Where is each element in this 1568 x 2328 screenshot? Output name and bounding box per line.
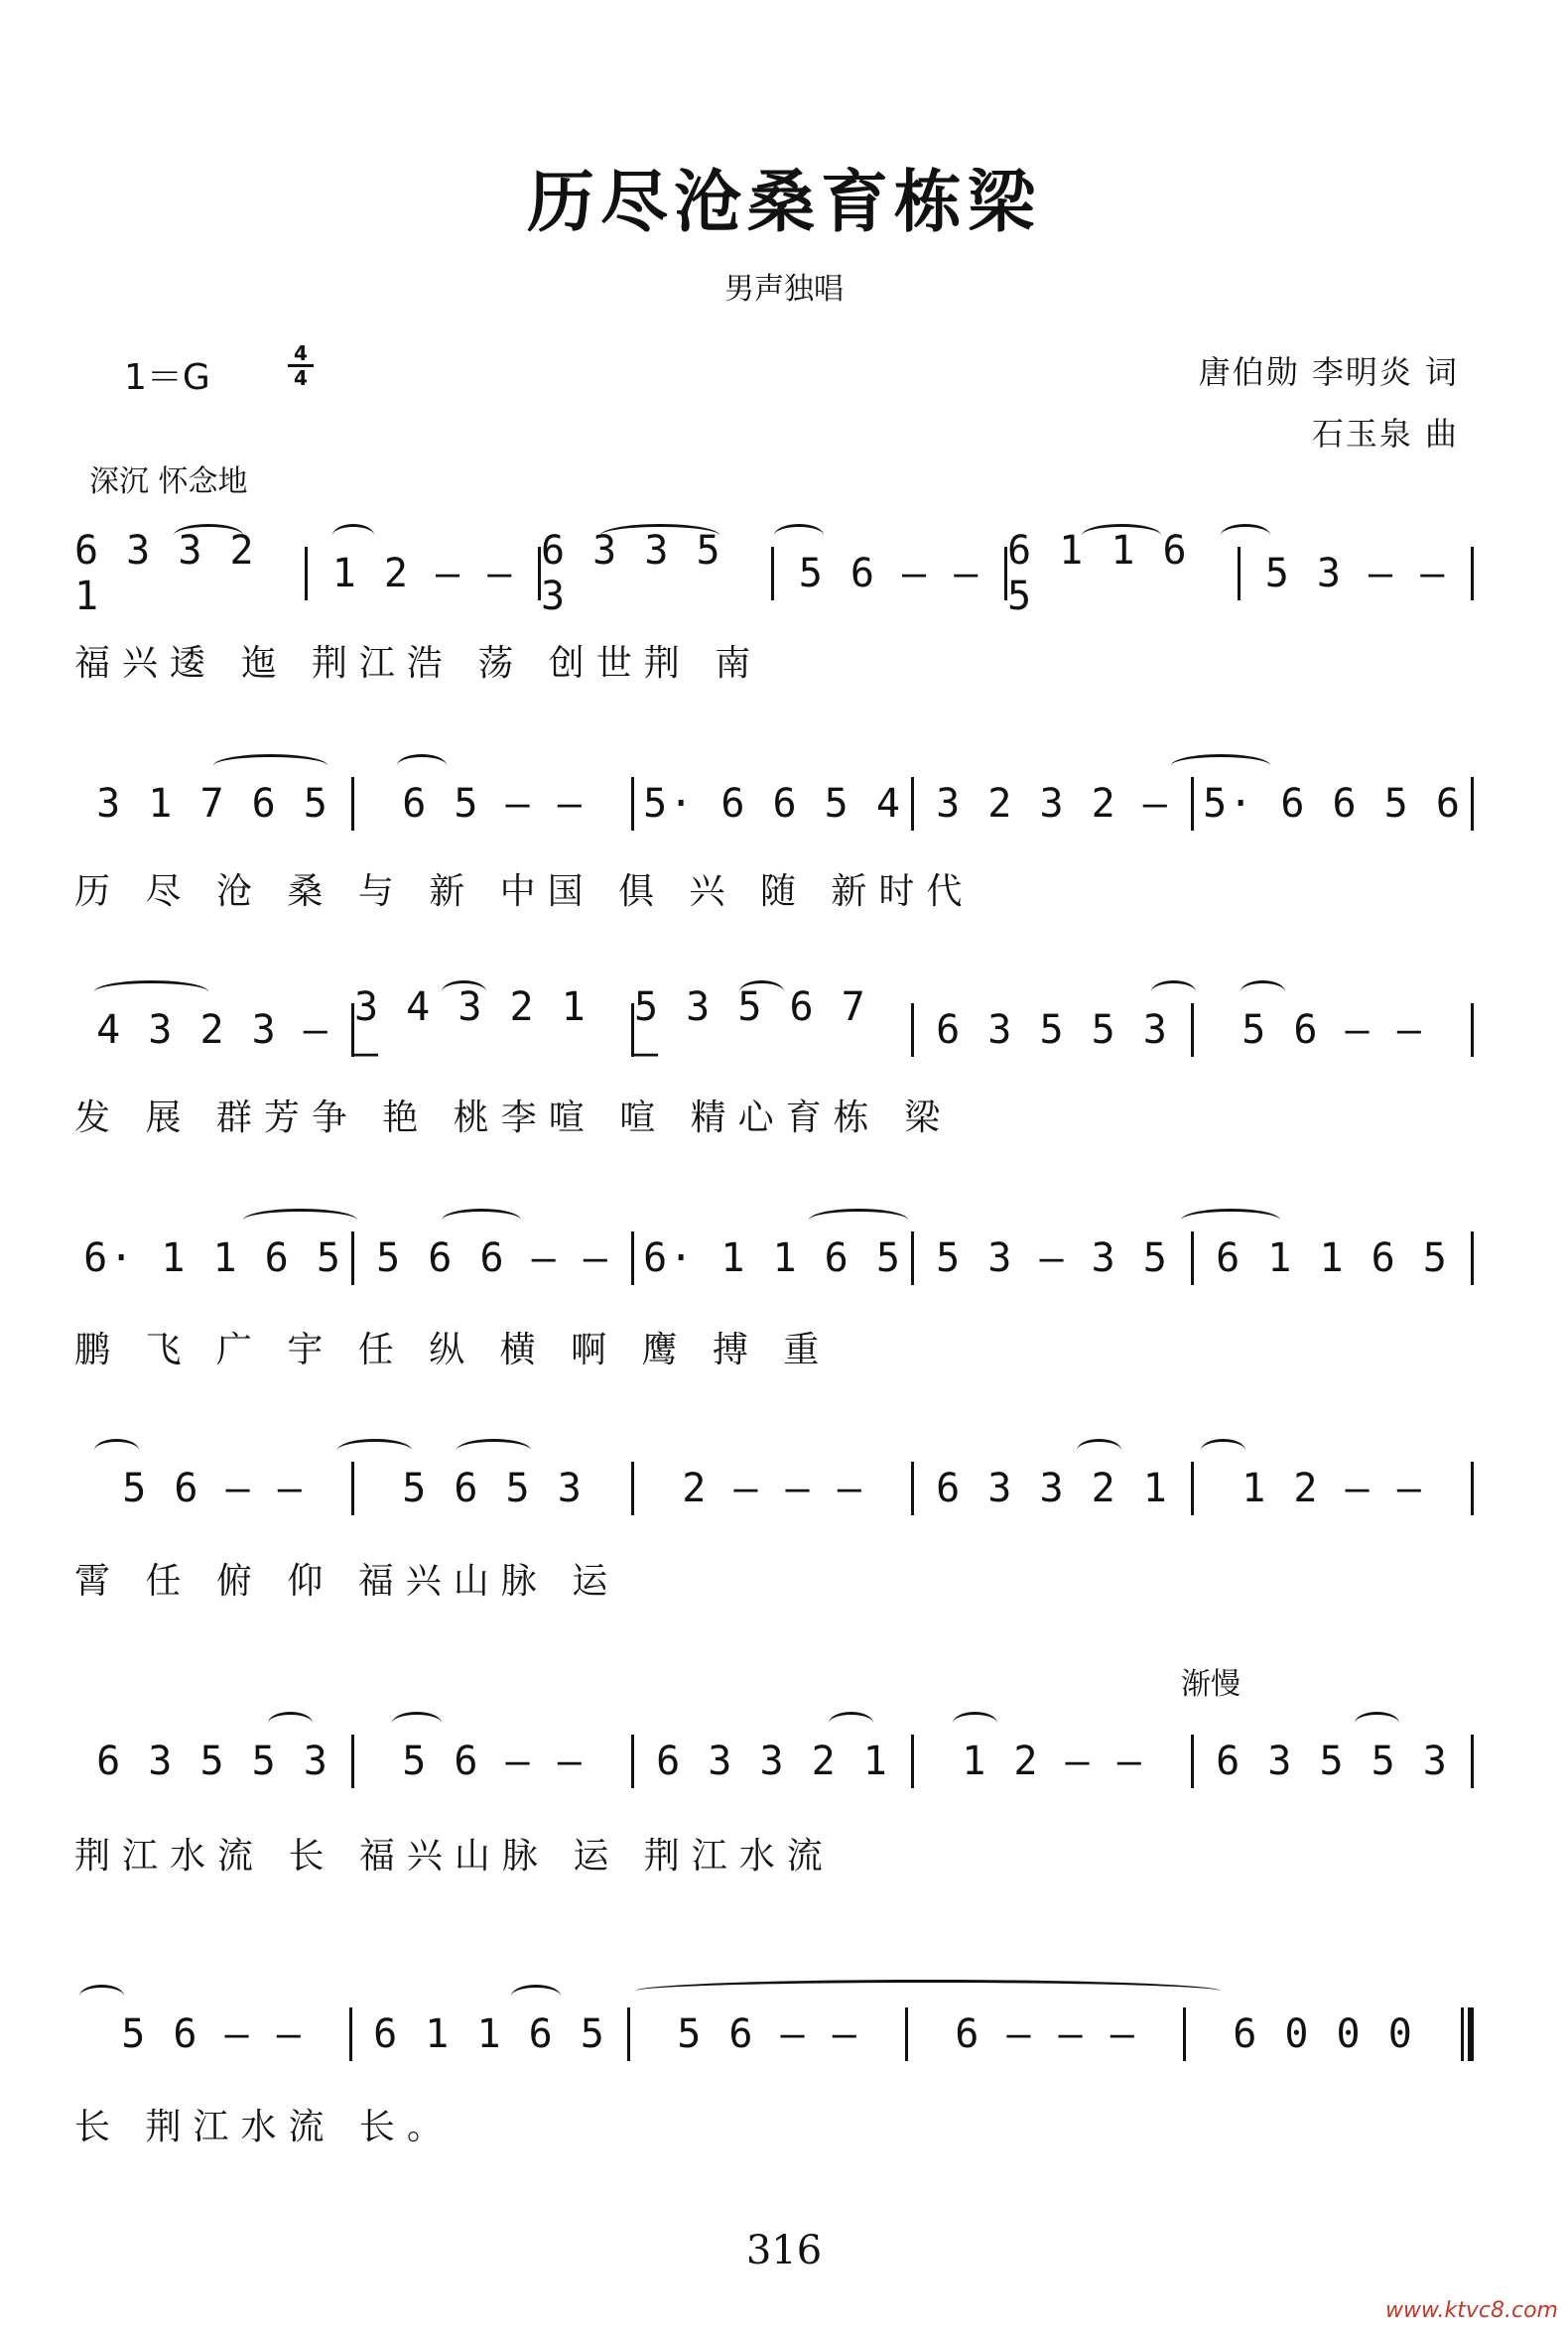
measure: 3 2 3 2 – — [936, 781, 1169, 827]
slur — [635, 1980, 1221, 2003]
time-sig-bottom: 4 — [294, 366, 308, 390]
measure: 6 1 1 6 5 — [373, 2011, 606, 2057]
measure: 6 0 0 0 — [1233, 2011, 1414, 2057]
measure: 5 3 – 3 5 — [936, 1235, 1169, 1281]
measure: 6 3 5 5 3 — [936, 1007, 1169, 1053]
tempo-marking: 深沉 怀念地 — [89, 464, 248, 499]
barline — [1471, 1231, 1474, 1285]
measure: 6 3 3 2 1 — [936, 1466, 1169, 1511]
score-line-1 — [74, 528, 1474, 619]
lyric-line-3: 发 展 群芳争 艳 桃李喧 喧 精心育栋 梁 — [74, 1098, 953, 1138]
score-line-4 — [74, 1229, 1474, 1288]
lyricist-credit: 唐伯勋 李明炎 词 — [1198, 353, 1459, 391]
measure: 6 3 5 5 3 — [96, 1739, 329, 1784]
measure: 1 2 – – — [962, 1739, 1143, 1784]
lyric-line-6: 荆江水流 长 福兴山脉 运 荆江水流 — [74, 1836, 835, 1876]
measure: 4 3 2 3 – — [96, 1007, 329, 1053]
lyric-line-1: 福兴逶 迤 荆江浩 荡 创世荆 南 — [74, 643, 763, 684]
score-line-7 — [74, 2005, 1474, 2064]
measure: 6 3 5 5 3 — [1216, 1739, 1449, 1784]
measure: 5· 6 6 5 4 — [643, 781, 902, 827]
lyric-line-4: 鹏 飞 广 宇 任 纵 横 啊 鹰 搏 重 — [74, 1330, 832, 1370]
performance-note: 男声独唱 — [724, 272, 844, 307]
measure: 5 6 – – — [121, 2011, 303, 2057]
barline — [1471, 1735, 1474, 1788]
measure: 5 6 – – — [1241, 1007, 1423, 1053]
measure: 5 6 – – — [402, 1739, 584, 1784]
score-line-3 — [74, 984, 1474, 1076]
score-line-2 — [74, 774, 1474, 834]
barline — [1471, 1003, 1474, 1057]
barline — [1471, 547, 1474, 600]
tempo-change-marking: 渐慢 — [1181, 1667, 1241, 1702]
measure: 5 6 – – — [798, 551, 980, 596]
measure: 5 6 5 3 — [402, 1466, 584, 1511]
measure: 1 2 – – — [1241, 1466, 1423, 1511]
measure: 5 6 6 – – — [376, 1235, 609, 1281]
time-sig-top: 4 — [294, 341, 308, 365]
measure: 5· 6 6 5 6 — [1203, 781, 1462, 827]
song-title: 历尽沧桑育栋梁 — [526, 163, 1041, 242]
measure: 5 6 – – — [677, 2011, 858, 2057]
time-signature — [288, 342, 314, 389]
composer-credit: 石玉泉 曲 — [1311, 415, 1459, 453]
measure: 6 1 1 6 5 — [1216, 1235, 1449, 1281]
measure: 5 3 – – — [1264, 551, 1447, 596]
measure: 6 5 – – — [402, 781, 584, 827]
measure: 3 1 7 6 5 — [96, 781, 329, 827]
barline — [1471, 1462, 1474, 1515]
lyric-line-7: 长 荆江水流 长。 — [74, 2107, 455, 2147]
measure: 5 3 5 6 7 – — [634, 984, 867, 1076]
lyric-line-5: 霄 任 俯 仰 福兴山脉 运 — [74, 1561, 620, 1602]
barline — [1461, 2007, 1464, 2061]
measure: 5 6 – – — [122, 1466, 304, 1511]
measure: 6· 1 1 6 5 — [83, 1235, 342, 1281]
lyric-line-2: 历 尽 沧 桑 与 新 中国 俱 兴 随 新时代 — [74, 871, 975, 912]
barline — [1471, 777, 1474, 831]
measure: 6 3 3 2 1 — [656, 1739, 889, 1784]
page-number: 316 — [745, 2228, 823, 2273]
key-signature: 1＝G — [124, 357, 210, 398]
score-line-6 — [74, 1732, 1474, 1791]
watermark-logo: www.ktvc8.com — [1384, 2298, 1558, 2323]
measure: 6 3 3 2 1 — [74, 528, 256, 619]
measure: 3 4 3 2 1 – — [354, 984, 588, 1076]
measure: 6 3 3 5 3 — [541, 528, 722, 619]
final-barline — [1468, 2007, 1474, 2061]
measure: 6 – – – — [955, 2011, 1136, 2057]
score-line-5 — [74, 1459, 1474, 1518]
measure: 2 – – – — [682, 1466, 863, 1511]
measure: 1 2 – – — [331, 551, 514, 596]
measure: 6· 1 1 6 5 — [643, 1235, 902, 1281]
measure: 6 1 1 6 5 — [1007, 528, 1189, 619]
